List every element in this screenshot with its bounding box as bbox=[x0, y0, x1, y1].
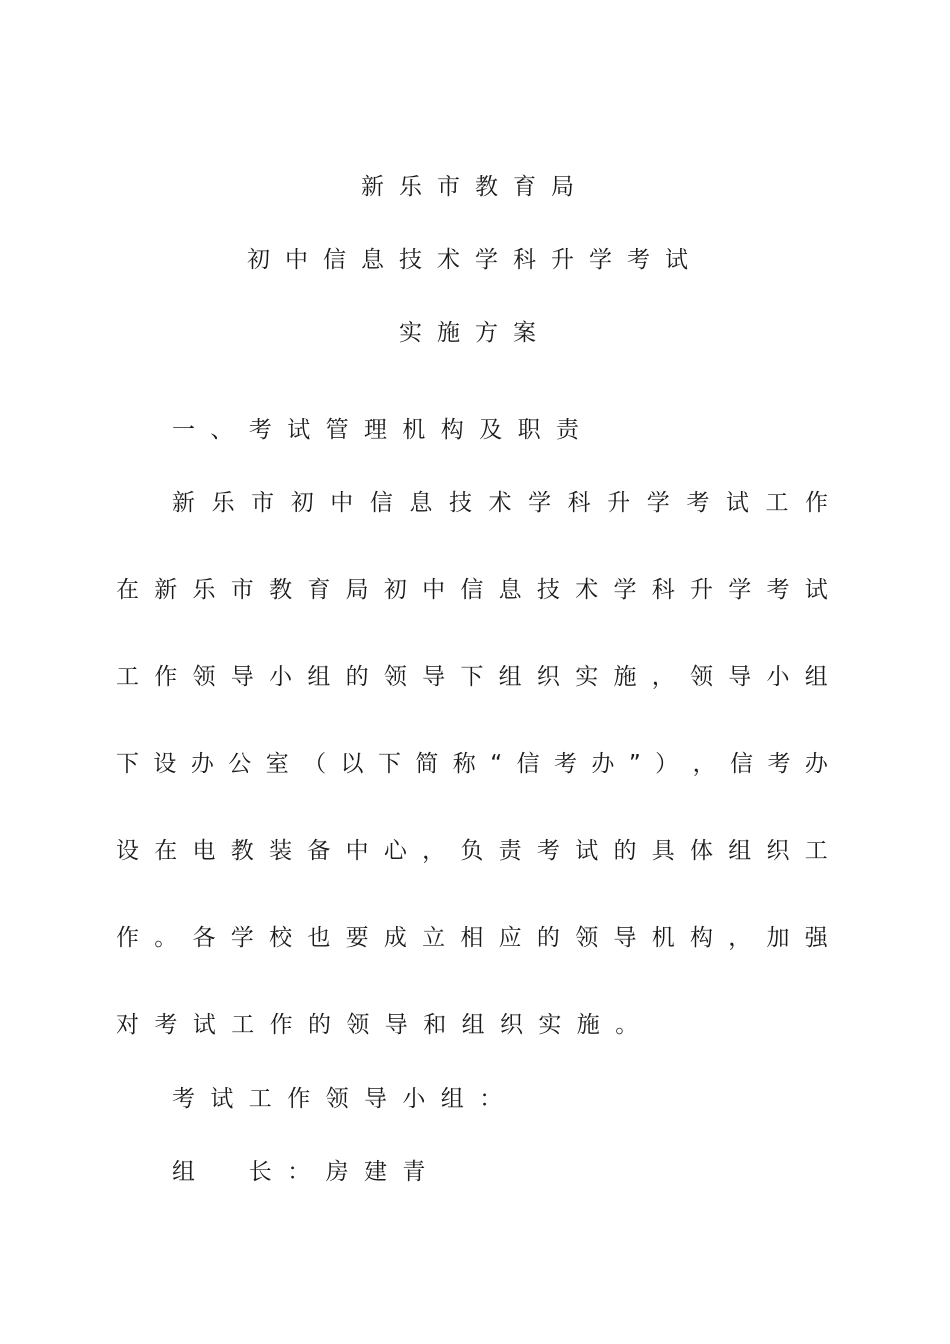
paragraph-char: ， bbox=[692, 751, 716, 777]
paragraph-char: 简 bbox=[415, 751, 439, 777]
paragraph-char: ， bbox=[728, 925, 752, 951]
paragraph-char: 立 bbox=[422, 925, 446, 951]
paragraph-char: 信 bbox=[460, 577, 484, 603]
paragraph-char: 领 bbox=[383, 664, 407, 690]
paragraph-char: 技 bbox=[536, 577, 560, 603]
paragraph-char: 组 bbox=[498, 664, 522, 690]
paragraph-char: 信 bbox=[516, 751, 540, 777]
paragraph-char: 电 bbox=[192, 838, 216, 864]
paragraph-line bbox=[116, 662, 828, 692]
paragraph-char: 试 bbox=[575, 838, 599, 864]
document-type-title: 实施方案 bbox=[399, 320, 551, 346]
paragraph-char: 也 bbox=[307, 925, 331, 951]
paragraph-char: 导 bbox=[728, 664, 752, 690]
paragraph-char: “ bbox=[490, 751, 503, 777]
paragraph-char: 教 bbox=[269, 577, 293, 603]
paragraph-char: 小 bbox=[766, 664, 790, 690]
paragraph-char: 心 bbox=[383, 838, 407, 864]
paragraph-char: 息 bbox=[498, 577, 522, 603]
paragraph-char: 室 bbox=[265, 751, 289, 777]
paragraph-line bbox=[116, 575, 828, 605]
paragraph-char: 教 bbox=[230, 838, 254, 864]
paragraph-char: 术 bbox=[575, 577, 599, 603]
paragraph-char: 公 bbox=[228, 751, 252, 777]
paragraph-char: 体 bbox=[689, 838, 713, 864]
paragraph-char: ， bbox=[651, 664, 675, 690]
paragraph-char: 学 bbox=[613, 577, 637, 603]
document-org-title: 新乐市教育局 bbox=[361, 174, 589, 200]
paragraph-char: 设 bbox=[153, 751, 177, 777]
leader-row bbox=[172, 1157, 441, 1187]
paragraph-char: 学 bbox=[646, 490, 670, 516]
paragraph-char: ） bbox=[655, 751, 679, 777]
paragraph-char: 术 bbox=[488, 490, 512, 516]
paragraph-line bbox=[116, 749, 828, 779]
section-heading: 一、考试管理机构及职责 bbox=[172, 417, 595, 443]
paragraph-char: 新 bbox=[154, 577, 178, 603]
paragraph-char: 织 bbox=[766, 838, 790, 864]
paragraph-char: 作 bbox=[805, 490, 828, 516]
paragraph-char: 科 bbox=[651, 577, 675, 603]
paragraph-char: 工 bbox=[765, 490, 789, 516]
paragraph-line-last: 对考试工作的领导和组织实施。 bbox=[116, 1012, 654, 1038]
paragraph-char: 技 bbox=[448, 490, 472, 516]
paragraph-char: 试 bbox=[725, 490, 749, 516]
paragraph-char: 校 bbox=[269, 925, 293, 951]
paragraph-char: 相 bbox=[460, 925, 484, 951]
paragraph-char: 息 bbox=[409, 490, 433, 516]
paragraph-char: 作 bbox=[116, 925, 139, 951]
paragraph-char: 初 bbox=[383, 577, 407, 603]
paragraph-char: 作 bbox=[154, 664, 178, 690]
paragraph-char: 领 bbox=[689, 664, 713, 690]
paragraph-char: 考 bbox=[766, 577, 790, 603]
paragraph-char: ” bbox=[628, 751, 641, 777]
paragraph-char: 试 bbox=[804, 577, 828, 603]
paragraph-char: 考 bbox=[553, 751, 577, 777]
paragraph-char: 新 bbox=[172, 490, 195, 516]
paragraph-char: 备 bbox=[307, 838, 331, 864]
paragraph-char: （ bbox=[303, 751, 327, 777]
paragraph-char: 工 bbox=[804, 838, 828, 864]
paragraph-char: 市 bbox=[230, 577, 254, 603]
paragraph-char: 组 bbox=[307, 664, 331, 690]
paragraph-char: 的 bbox=[345, 664, 369, 690]
paragraph-char: 信 bbox=[730, 751, 754, 777]
paragraph-char: 考 bbox=[686, 490, 710, 516]
paragraph-char: 负 bbox=[460, 838, 484, 864]
paragraph-char: 组 bbox=[728, 838, 752, 864]
paragraph-char: 导 bbox=[613, 925, 637, 951]
paragraph-char: 科 bbox=[567, 490, 591, 516]
paragraph-char: 机 bbox=[651, 925, 675, 951]
paragraph-char: 初 bbox=[290, 490, 314, 516]
paragraph-char: 升 bbox=[689, 577, 713, 603]
paragraph-char: 在 bbox=[154, 838, 178, 864]
paragraph-char: 实 bbox=[575, 664, 599, 690]
paragraph-char: 应 bbox=[498, 925, 522, 951]
paragraph-char: 成 bbox=[383, 925, 407, 951]
paragraph-char: 称 bbox=[452, 751, 476, 777]
paragraph-char: 构 bbox=[689, 925, 713, 951]
paragraph-char: 领 bbox=[192, 664, 216, 690]
paragraph-char: 织 bbox=[536, 664, 560, 690]
paragraph-char: 责 bbox=[498, 838, 522, 864]
paragraph-char: 具 bbox=[651, 838, 675, 864]
paragraph-char: 装 bbox=[269, 838, 293, 864]
paragraph-char: 乐 bbox=[211, 490, 235, 516]
paragraph-char: 局 bbox=[345, 577, 369, 603]
paragraph-line bbox=[172, 488, 828, 518]
paragraph-char: 设 bbox=[116, 838, 139, 864]
paragraph-char: 的 bbox=[613, 838, 637, 864]
paragraph-line bbox=[116, 836, 828, 866]
paragraph-char: 中 bbox=[330, 490, 354, 516]
paragraph-char: 组 bbox=[804, 664, 828, 690]
paragraph-char: 考 bbox=[536, 838, 560, 864]
paragraph-char: 下 bbox=[377, 751, 401, 777]
leader-separator: ： bbox=[287, 1159, 326, 1185]
paragraph-char: 施 bbox=[613, 664, 637, 690]
paragraph-char: 中 bbox=[345, 838, 369, 864]
paragraph-char: 学 bbox=[230, 925, 254, 951]
paragraph-char: 信 bbox=[369, 490, 393, 516]
paragraph-char: 小 bbox=[269, 664, 293, 690]
paragraph-char: 加 bbox=[766, 925, 790, 951]
paragraph-char: 领 bbox=[575, 925, 599, 951]
paragraph-char: 。 bbox=[154, 925, 178, 951]
paragraph-char: 升 bbox=[607, 490, 631, 516]
paragraph-char: 以 bbox=[340, 751, 364, 777]
paragraph-line bbox=[116, 923, 828, 953]
paragraph-char: 市 bbox=[251, 490, 275, 516]
leader-role: 组 长 bbox=[172, 1159, 288, 1185]
paragraph-char: 办 bbox=[804, 751, 828, 777]
document-subject-title: 初中信息技术学科升学考试 bbox=[247, 247, 703, 273]
paragraph-char: 强 bbox=[804, 925, 828, 951]
paragraph-char: ， bbox=[422, 838, 446, 864]
paragraph-char: 导 bbox=[422, 664, 446, 690]
paragraph-char: 要 bbox=[345, 925, 369, 951]
paragraph-char: 下 bbox=[460, 664, 484, 690]
paragraph-char: 办 bbox=[591, 751, 615, 777]
paragraph-char: 办 bbox=[190, 751, 214, 777]
paragraph-char: 导 bbox=[230, 664, 254, 690]
leader-name: 房建青 bbox=[325, 1159, 441, 1185]
paragraph-char: 各 bbox=[192, 925, 216, 951]
paragraph-char: 学 bbox=[728, 577, 752, 603]
paragraph-char: 乐 bbox=[192, 577, 216, 603]
paragraph-char: 工 bbox=[116, 664, 139, 690]
paragraph-char: 育 bbox=[307, 577, 331, 603]
paragraph-char: 考 bbox=[767, 751, 791, 777]
paragraph-char: 下 bbox=[116, 751, 139, 777]
paragraph-char: 在 bbox=[116, 577, 139, 603]
leader-group-title: 考试工作领导小组： bbox=[172, 1086, 518, 1112]
paragraph-char: 的 bbox=[536, 925, 560, 951]
paragraph-char: 学 bbox=[528, 490, 552, 516]
paragraph-char: 中 bbox=[422, 577, 446, 603]
